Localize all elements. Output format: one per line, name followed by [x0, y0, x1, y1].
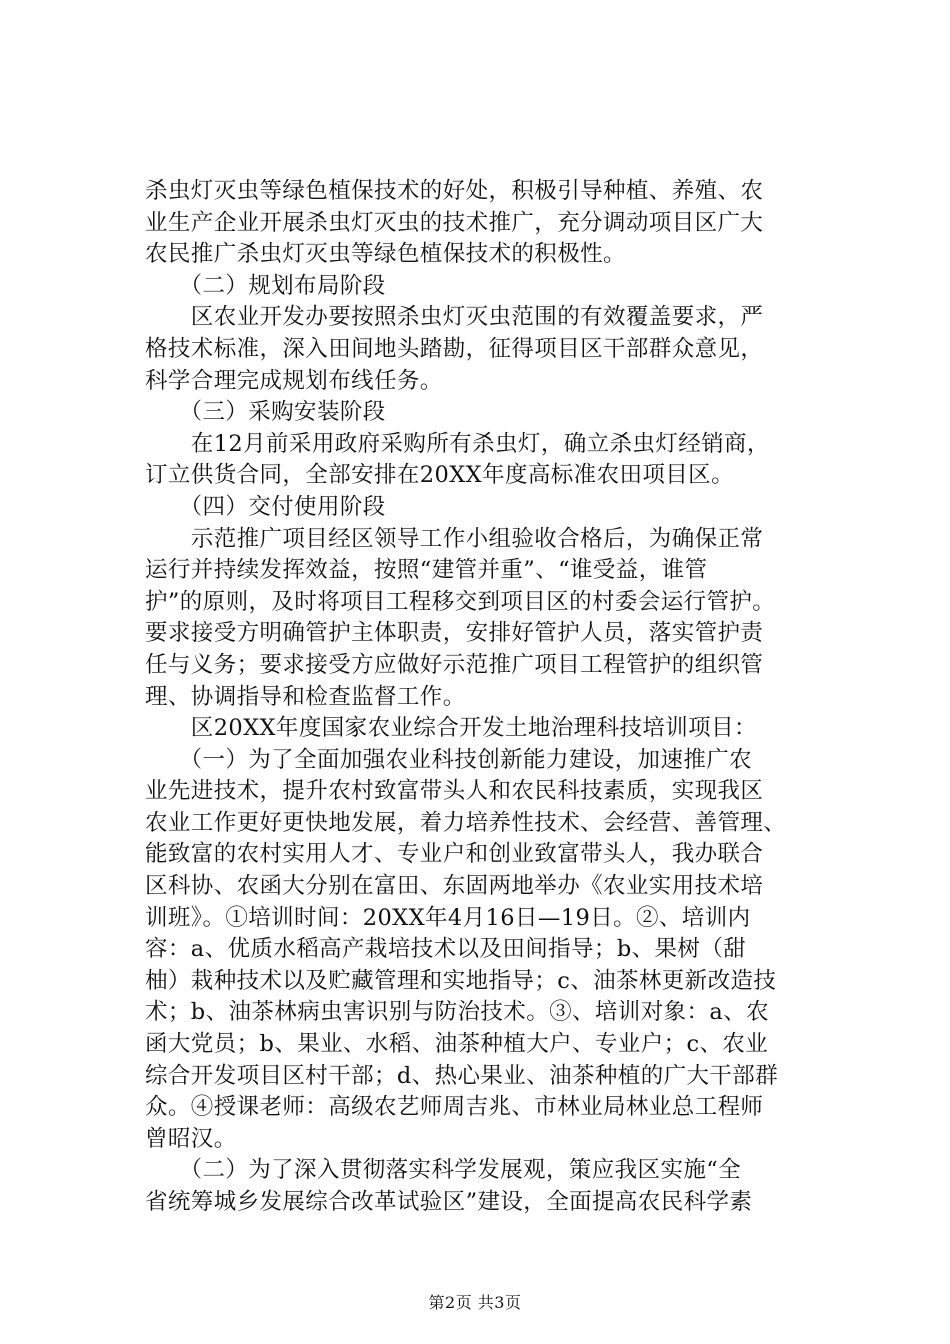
document-body	[145, 176, 835, 1219]
text-line: 要求接受方明确管护主体职责，安排好管护人员，落实管护责	[145, 620, 764, 647]
text-line: 综合开发项目区村干部；d、热心果业、油茶种植的广大干部群	[145, 1062, 779, 1089]
text-line: （二）为了深入贯彻落实科学发展观，策应我区实施“全	[145, 1157, 742, 1184]
text-line: 科学合理完成规划布线任务。	[145, 367, 443, 394]
text-line: 业生产企业开展杀虫灯灭虫的技术推广，充分调动项目区广大	[145, 209, 764, 236]
text-line: 能致富的农村实用人才、专业户和创业致富带头人，我办联合	[145, 841, 764, 868]
text-line: 柚）栽种技术以及贮藏管理和实地指导；c、油茶林更新改造技	[145, 967, 777, 994]
text-line: 格技术标准，深入田间地头踏勘，征得项目区干部群众意见，	[145, 335, 764, 362]
page-number-footer: 第2页 共3页	[428, 1293, 522, 1312]
text-line: 农民推广杀虫灯灭虫等绿色植保技术的积极性。	[145, 241, 626, 268]
section-heading: （四）交付使用阶段	[145, 493, 386, 520]
text-line: 理、协调指导和检查监督工作。	[145, 683, 466, 710]
text-line: 训班》。①培训时间：20XX年4月16日—19日。②、培训内	[145, 904, 751, 931]
text-line: 农业工作更好更快地发展，着力培养性技术、会经营、善管理、	[145, 809, 787, 836]
text-line: 容：a、优质水稻高产栽培技术以及田间指导；b、果树（甜	[145, 936, 747, 963]
text-line: 术；b、油茶林病虫害识别与防治技术。③、培训对象：a、农	[145, 999, 770, 1026]
text-line: 区科协、农函大分别在富田、东固两地举办《农业实用技术培	[145, 873, 764, 900]
text-line: 区农业开发办要按照杀虫灯灭虫范围的有效覆盖要求，严	[145, 304, 764, 331]
text-line: （一）为了全面加强农业科技创新能力建设，加速推广农	[145, 746, 753, 773]
text-line: 杀虫灯灭虫等绿色植保技术的好处，积极引导种植、养殖、农	[145, 178, 764, 204]
text-line: 省统筹城乡发展综合改革试验区”建设，全面提高农民科学素	[145, 1189, 753, 1215]
section-heading: （二）规划布局阶段	[145, 272, 386, 299]
text-line: 在12月前采用政府采购所有杀虫灯，确立杀虫灯经销商，	[145, 430, 770, 457]
text-line: 函大党员；b、果业、水稻、油茶种植大户、专业户；c、农业	[145, 1031, 769, 1058]
text-line: 护”的原则，及时将项目工程移交到项目区的村委会运行管护。	[145, 588, 776, 615]
text-line: 业先进技术，提升农村致富带头人和农民科技素质，实现我区	[145, 778, 764, 805]
section-heading: （三）采购安装阶段	[145, 399, 386, 426]
text-line: 曾昭汉。	[145, 1125, 237, 1152]
text-line: 示范推广项目经区领导工作小组验收合格后，为确保正常	[145, 525, 764, 552]
text-line: 任与义务；要求接受方应做好示范推广项目工程管护的组织管	[145, 651, 764, 678]
text-line: 区20XX年度国家农业综合开发土地治理科技培训项目：	[145, 715, 757, 742]
text-line: 订立供货合同，全部安排在20XX年度高标准农田项目区。	[145, 462, 734, 489]
text-line: 众。④授课老师：高级农艺师周吉兆、市林业局林业总工程师	[145, 1094, 764, 1121]
text-line: 运行并持续发挥效益，按照“建管并重”、“谁受益，谁管	[145, 557, 708, 584]
